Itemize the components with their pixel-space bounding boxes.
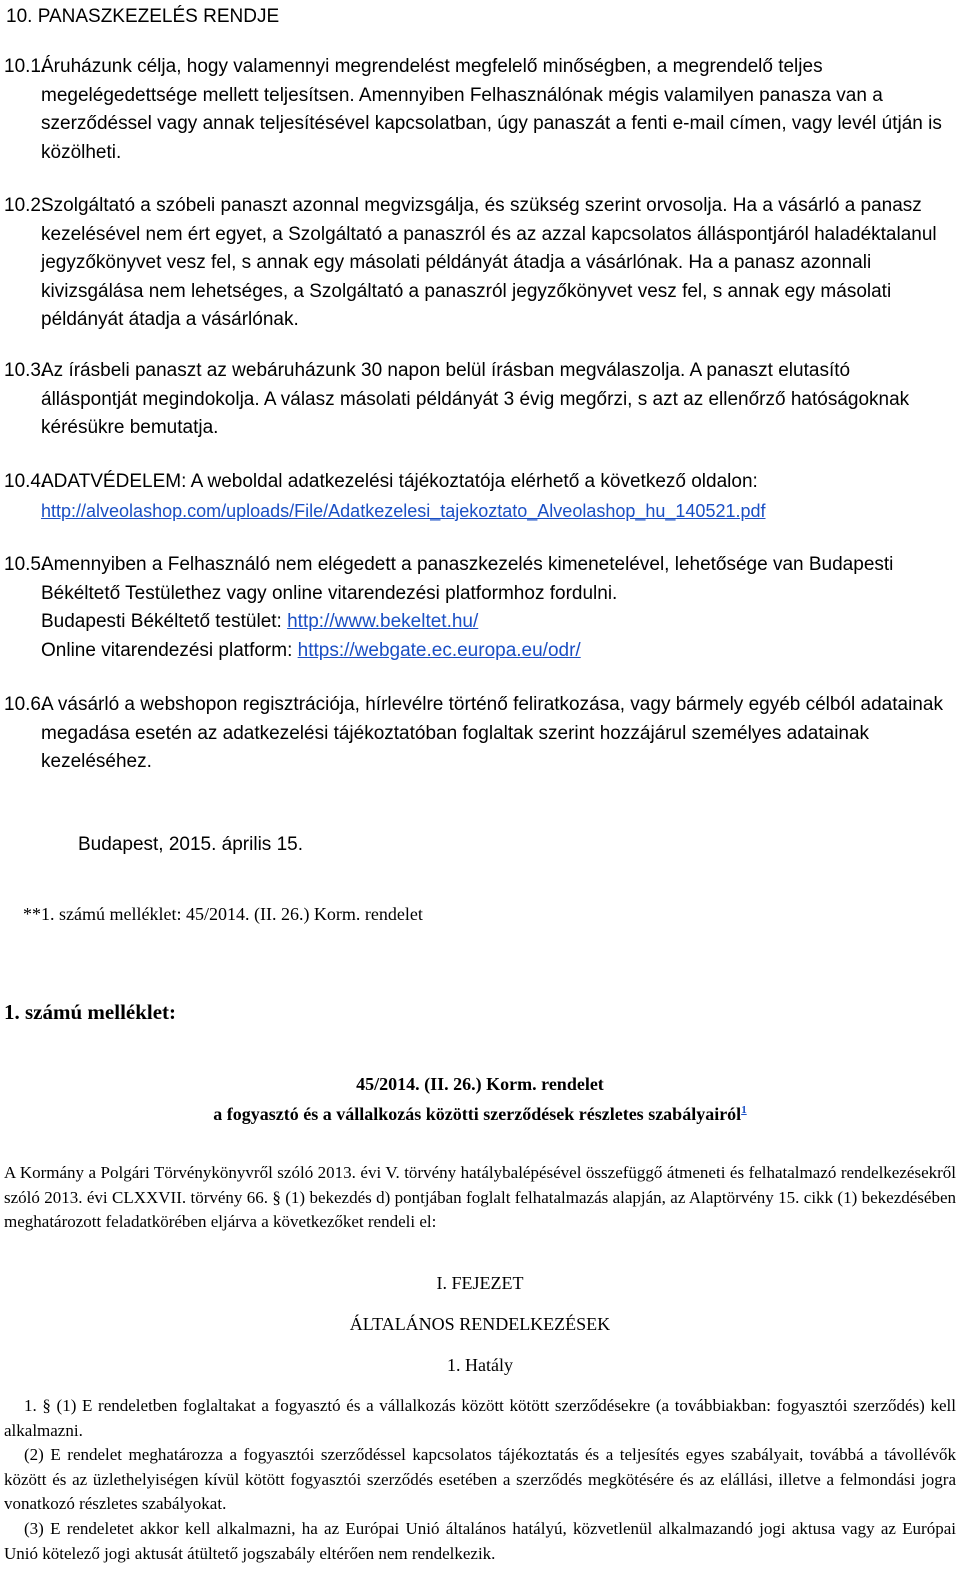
item-number: 10.4. (4, 471, 47, 492)
section-heading: 10. PANASZKEZELÉS RENDJE (6, 6, 280, 27)
footnote-link[interactable]: 1 (741, 1104, 747, 1116)
item-text: ADATVÉDELEM: A weboldal adatkezelési tájékoztatója elérhető a következő oldalon: (41, 471, 758, 492)
decree-subtitle-text: a fogyasztó és a vállalkozás közötti szerződések részletes szabályairól (213, 1104, 742, 1124)
decree-para-2: (2) E rendelet meghatározza a fogyasztói szerződéssel kapcsolatos tájékoztatás és a teljesítés egyes szabályait, továbbá a távollévők között és az üzlethelyiségen kívül kötött fogyasztói szerződés esetében a szerződés megkötésére és az elállási, illetve a felmondási jogra vonatkozó részletes szabályokat. (4, 1445, 956, 1513)
odr-link[interactable]: https://webgate.ec.europa.eu/odr/ (297, 639, 581, 661)
date-line: Budapest, 2015. április 15. (78, 834, 303, 855)
item-text: A vásárló a webshopon regisztrációja, hírlevélre történő feliratkozása, vagy bármely egyéb célból adatainak megadása esetén az adatkezelési tájékoztatóban foglaltak szerint hozzájárul személyes adatainak kezeléséhez. (41, 694, 943, 772)
item-text: Áruházunk célja, hogy valamennyi megrendelést megfelelő minőségben, a megrendelő teljes megelégedettsége mellett teljesítsen. Amennyiben Felhasználónak mégis valamilyen panasza van a szerződéssel vagy annak teljesítésével kapcsolatban, úgy panaszát a fenti e-mail címen, vagy levél útján is közölheti. (41, 56, 942, 163)
item-10-2 (4, 192, 946, 335)
decree-preamble: A Kormány a Polgári Törvénykönyvről szóló 2013. évi V. törvény hatálybalépésével összefüggő átmeneti és felhatalmazó rendelkezésekről szóló 2013. évi CLXXVII. törvény 66. § (1) bekezdés d) pontjában foglalt felhatalmazás alapján, az Alaptörvény 15. cikk (1) bekezdésében meghatározott feladatkörében eljárva a következőket rendeli el: (4, 1163, 956, 1231)
item-text: Szolgáltató a szóbeli panaszt azonnal megvizsgálja, és szükség szerint orvosolja. Ha a vásárló a panasz kezelésével nem ért egyet, a Szolgáltató a panaszról és az azzal kapcsolatos álláspontjáról haladéktalanul jegyzőkönyvet vesz fel, s annak egy másolati példányát átadja a vásárlónak. Ha a panasz azonnali kivizsgálása nem lehetséges, a Szolgáltató a panaszról jegyzőkönyvet vesz fel, s annak egy másolati példányát átadja a vásárlónak. (41, 195, 937, 330)
decree-title: 45/2014. (II. 26.) Korm. rendelet (356, 1074, 604, 1094)
item-10-6 (4, 691, 946, 777)
bekeltet-label: Budapesti Békéltető testület: (41, 611, 288, 632)
decree-para-1: 1. § (1) E rendeletben foglaltakat a fogyasztó és a vállalkozás között kötött szerződésekre (a továbbiakban: fogyasztói szerződés) kell alkalmazni. (4, 1396, 956, 1440)
item-10-3 (4, 357, 946, 443)
privacy-policy-link[interactable]: http://alveolashop.com/uploads/File/Adatkezelesi_tajekoztato_Alveolashop_hu_140521.pdf (41, 500, 766, 521)
annex-note: **1. számú melléklet: 45/2014. (II. 26.) Korm. rendelet (23, 904, 423, 924)
item-number: 10.2. (4, 195, 47, 216)
item-10-4 (4, 468, 946, 526)
item-10-1 (4, 53, 946, 167)
item-text: Amennyiben a Felhasználó nem elégedett a panaszkezelés kimenetelével, lehetősége van Budapesti Békéltető Testülethez vagy online vitarendezési platformhoz fordulni. (41, 554, 894, 604)
decree-subtitle (0, 1104, 960, 1125)
annex-title: 1. számú melléklet: (4, 1000, 177, 1024)
chapter-number: I. FEJEZET (436, 1273, 524, 1293)
section-subtitle: 1. Hatály (447, 1355, 513, 1375)
item-number: 10.1. (4, 56, 47, 77)
decree-para-3: (3) E rendeletet akkor kell alkalmazni, ha az Európai Unió általános hatályú, közvetlenül alkalmazandó jogi aktusa vagy az Európai Unió kötelező jogi aktusát átültető jogszabály eltérően nem rendelkezik. (4, 1519, 956, 1563)
item-10-5 (4, 551, 946, 665)
item-number: 10.5. (4, 554, 47, 575)
bekeltet-link[interactable]: http://www.bekeltet.hu/ (287, 611, 479, 632)
item-number: 10.6. (4, 694, 47, 715)
chapter-title: ÁLTALÁNOS RENDELKEZÉSEK (349, 1314, 611, 1334)
item-text: Az írásbeli panaszt az webáruházunk 30 napon belül írásban megválaszolja. A panaszt elutasító álláspontját megindokolja. A válasz másolati példányát 3 évig megőrzi, s azt az ellenőrző hatóságoknak kérésükre bemutatja. (41, 360, 910, 438)
item-number: 10.3. (4, 360, 47, 381)
odr-label: Online vitarendezési platform: (41, 639, 298, 661)
